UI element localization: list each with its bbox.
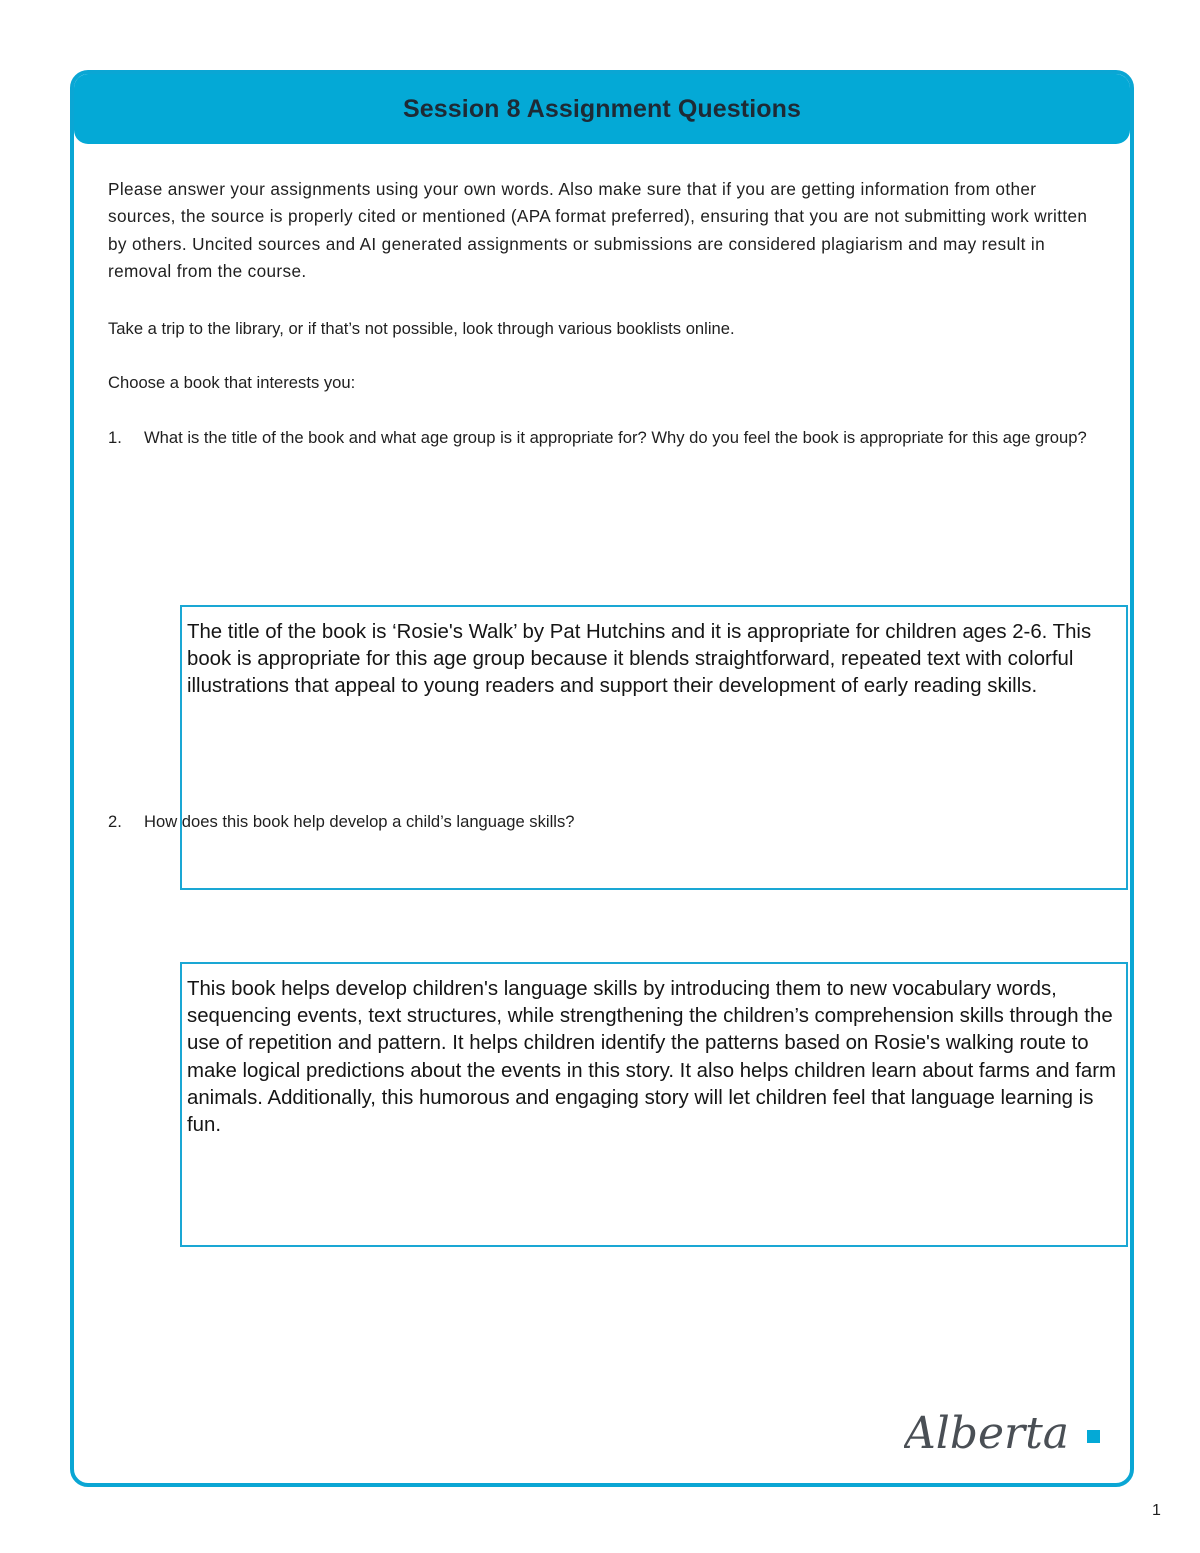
answer-box-2[interactable]: This book helps develop children's language skills by introducing them to new vocabulary words, sequencing events, text structures, while strengthening the children’s comprehension skills through the use of repetition and pattern. It helps children identify the patterns based on Rosie's walking route to make logical predictions about the events in this story. It also helps children learn about farms and farm animals. Additionally, this humorous and engaging story will let children feel that language learning is fun. xyxy=(180,962,1128,1247)
page-number: 1 xyxy=(1152,1502,1161,1519)
library-instruction: Take a trip to the library, or if that’s not possible, look through various booklists online. xyxy=(108,319,735,338)
assignment-content xyxy=(108,176,1117,1137)
question-2 xyxy=(108,808,1098,836)
intro-paragraph: Please answer your assignments using your own words. Also make sure that if you are getting information from other sources, the source is properly cited or mentioned (APA format preferred), ensuring that you are not submitting work written by others. Uncited sources and AI generated assignments or submissions are considered plagiarism and may result in removal from the course. xyxy=(108,179,1088,281)
alberta-logo xyxy=(904,1404,1104,1464)
question-1 xyxy=(108,424,1098,452)
page-title: Session 8 Assignment Questions xyxy=(402,94,801,123)
question-number: 1. xyxy=(108,428,122,447)
question-number: 2. xyxy=(108,812,122,831)
assignment-frame xyxy=(70,70,1134,1487)
alberta-logo-square xyxy=(1087,1430,1100,1443)
alberta-logo-text: Alberta xyxy=(904,1408,1069,1459)
answer-box-1[interactable]: The title of the book is ‘Rosie's Walk’ by Pat Hutchins and it is appropriate for children ages 2-6. This book is appropriate for this age group because it blends straightforward, repeated text with colorful illustrations that appeal to young readers and support their development of early reading skills. xyxy=(180,605,1128,890)
header-banner xyxy=(74,74,1130,144)
choose-instruction: Choose a book that interests you: xyxy=(108,373,356,392)
question-text: What is the title of the book and what age group is it appropriate for? Why do you feel the book is appropriate for this age group? xyxy=(144,428,1087,447)
question-text: How does this book help develop a child’s language skills? xyxy=(144,812,575,831)
